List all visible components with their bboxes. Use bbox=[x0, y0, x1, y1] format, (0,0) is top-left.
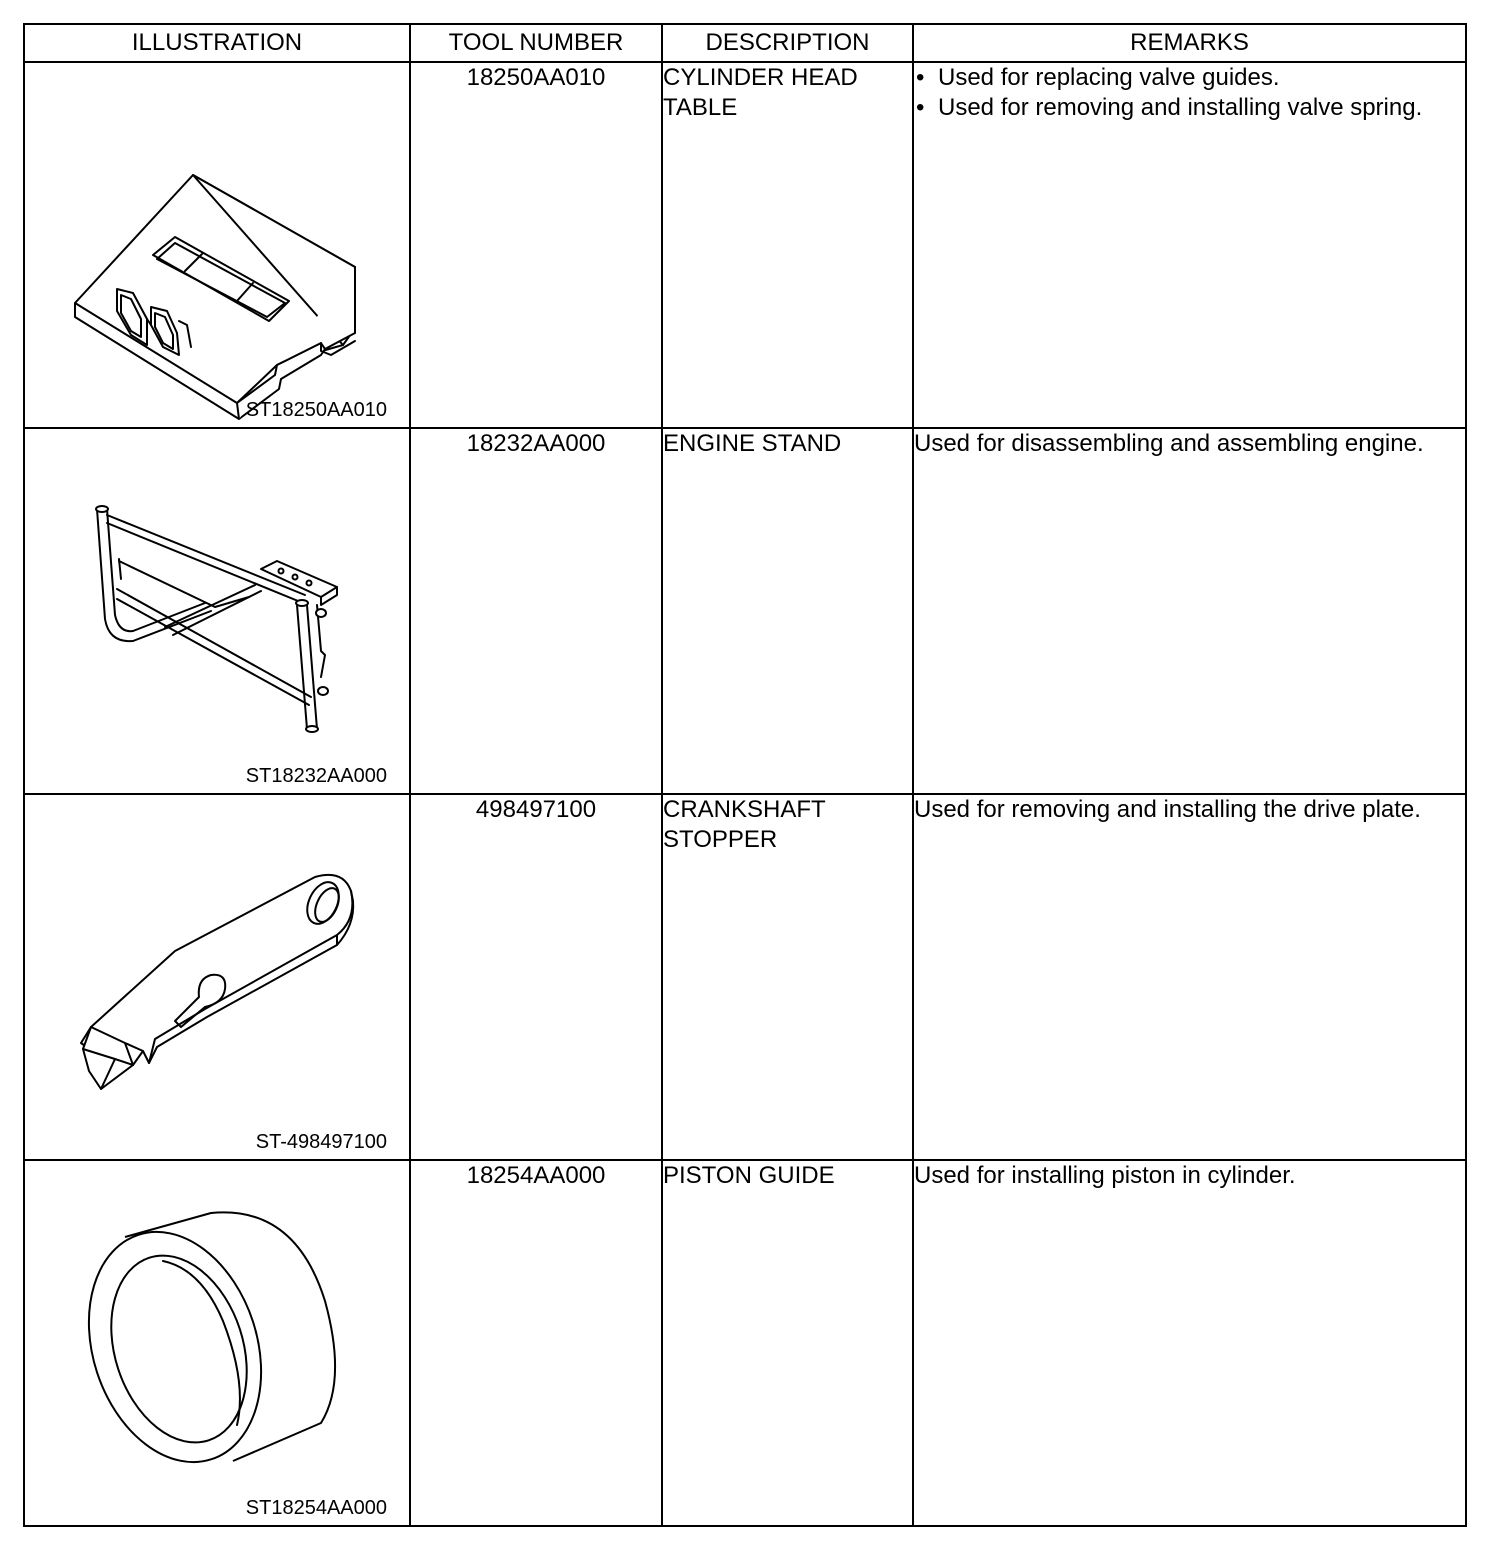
piston-guide-drawing bbox=[25, 1161, 411, 1525]
illustration-code: ST18232AA000 bbox=[245, 765, 387, 787]
description-cell bbox=[662, 1160, 913, 1526]
cylinder-head-table-drawing bbox=[25, 63, 411, 427]
illustration-cell bbox=[24, 428, 410, 794]
header-row bbox=[24, 24, 1466, 62]
illustration-cell bbox=[24, 794, 410, 1160]
remarks-cell bbox=[913, 428, 1466, 794]
special-tools-table bbox=[23, 23, 1467, 1527]
table-row bbox=[24, 428, 1466, 794]
table-row bbox=[24, 62, 1466, 428]
description-line: CYLINDER HEAD bbox=[663, 64, 858, 91]
remark-text: Used for removing and installing the drive plate. bbox=[914, 796, 1421, 823]
illustration-code: ST-498497100 bbox=[255, 1131, 387, 1153]
header-remarks: REMARKS bbox=[913, 24, 1466, 62]
remarks-cell bbox=[913, 794, 1466, 1160]
description-line: ENGINE STAND bbox=[663, 430, 842, 457]
remark-text: Used for installing piston in cylinder. bbox=[914, 1162, 1296, 1189]
description-line: CRANKSHAFT bbox=[663, 796, 826, 823]
illustration-cell bbox=[24, 1160, 410, 1526]
remark-text: Used for disassembling and assembling engine. bbox=[914, 430, 1424, 457]
description-line: STOPPER bbox=[663, 826, 778, 853]
tool-number-cell: 18232AA000 bbox=[410, 428, 662, 794]
illustration-cell bbox=[24, 62, 410, 428]
remarks-list bbox=[914, 63, 1465, 123]
description-cell bbox=[662, 428, 913, 794]
header-tool-number: TOOL NUMBER bbox=[410, 24, 662, 62]
header-illustration: ILLUSTRATION bbox=[24, 24, 410, 62]
remark-item: • Used for replacing valve guides. bbox=[914, 63, 1465, 93]
remarks-cell bbox=[913, 62, 1466, 428]
table-row bbox=[24, 794, 1466, 1160]
description-cell bbox=[662, 794, 913, 1160]
illustration-code: ST18250AA010 bbox=[245, 399, 387, 421]
description-cell bbox=[662, 62, 913, 428]
description-line: PISTON GUIDE bbox=[663, 1162, 835, 1189]
tool-number-cell: 18254AA000 bbox=[410, 1160, 662, 1526]
crankshaft-stopper-drawing bbox=[25, 795, 411, 1159]
remark-item: • Used for removing and installing valve spring. bbox=[914, 93, 1465, 123]
illustration-code: ST18254AA000 bbox=[245, 1497, 387, 1519]
remarks-cell bbox=[913, 1160, 1466, 1526]
engine-stand-drawing bbox=[25, 429, 411, 793]
description-line: TABLE bbox=[663, 94, 738, 121]
tool-number-cell: 498497100 bbox=[410, 794, 662, 1160]
header-description: DESCRIPTION bbox=[662, 24, 913, 62]
table-row bbox=[24, 1160, 1466, 1526]
tool-number-cell: 18250AA010 bbox=[410, 62, 662, 428]
